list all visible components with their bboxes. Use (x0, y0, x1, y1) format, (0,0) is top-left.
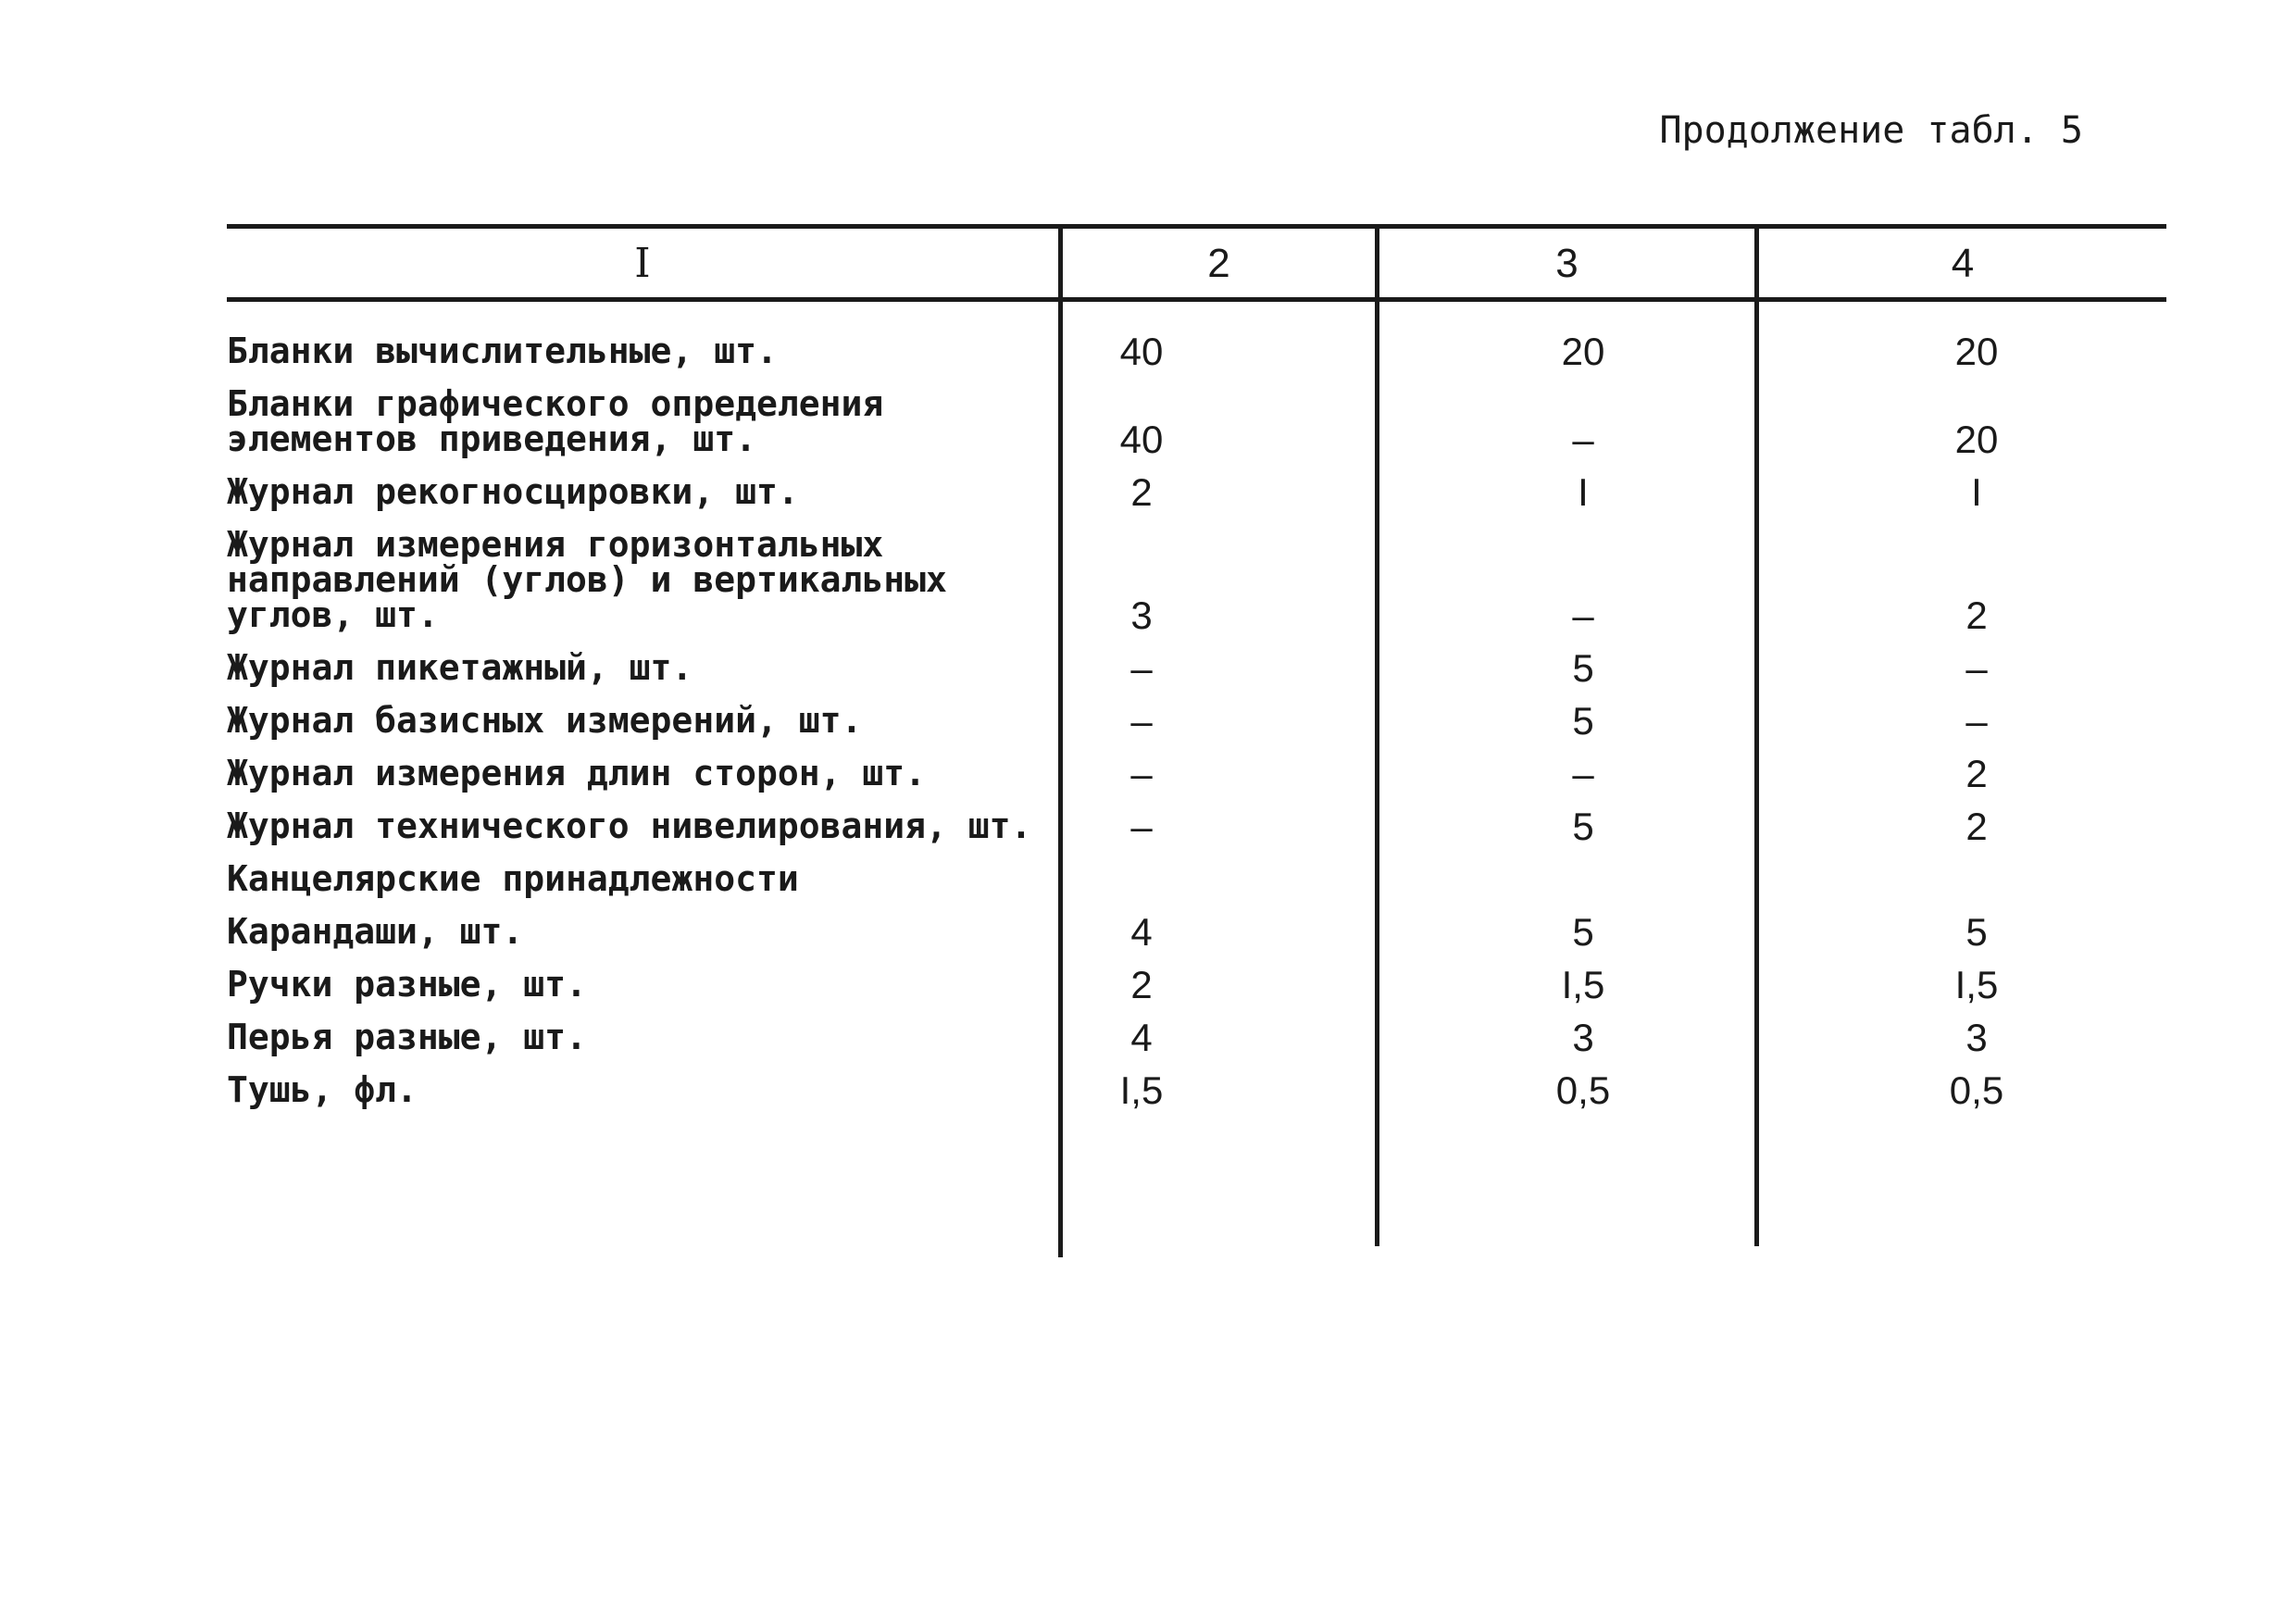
item-name-line: Журнал базисных измерений, шт. (227, 700, 863, 741)
item-name-line: Журнал технического нивелирования, шт. (227, 806, 1032, 846)
item-name (227, 964, 1060, 1005)
item-name-line: Карандаши, шт. (227, 911, 524, 952)
value-cell-col2: 2 (1130, 470, 1153, 514)
value-cell-col4: – (1965, 646, 1988, 690)
value-cell-col2: – (1130, 752, 1153, 795)
item-name (227, 1019, 1060, 1055)
column-header-4: 4 (1951, 241, 1975, 286)
value-cell-col2: 2 (1130, 963, 1153, 1006)
table-top-rule (227, 224, 2166, 229)
value-cell-col4: I,5 (1954, 963, 1999, 1006)
item-name (227, 471, 1060, 512)
value-cell-col2: – (1130, 699, 1153, 743)
column-header-2: 2 (1207, 241, 1230, 286)
item-name-line: Перья разные, шт. (227, 1017, 587, 1057)
column-header-3: 3 (1555, 241, 1578, 286)
value-cell-col3: 5 (1572, 699, 1594, 743)
value-cell-col3: 3 (1572, 1016, 1594, 1059)
value-cell-col2: I,5 (1119, 1068, 1164, 1112)
item-name-line: Журнал измерения длин сторон, шт. (227, 753, 926, 793)
item-name (227, 806, 1060, 846)
value-cell-col4: 20 (1954, 330, 1999, 373)
column-divider-3 (1754, 226, 1759, 1246)
item-name-line: углов, шт. (227, 594, 439, 635)
value-cell-col2: 4 (1130, 910, 1153, 954)
value-cell-col2: – (1130, 646, 1153, 690)
item-name (227, 524, 1060, 635)
value-cell-col4: – (1965, 699, 1988, 743)
value-cell-col4: 2 (1965, 805, 1988, 848)
item-name-line: Тушь, фл. (227, 1069, 418, 1110)
item-name-line: Журнал измерения горизонтальных (227, 524, 884, 565)
item-name (227, 1069, 1060, 1110)
value-cell-col4: 2 (1965, 752, 1988, 795)
item-name (227, 647, 1060, 688)
column-header-1: I (634, 240, 651, 287)
item-name (227, 700, 1060, 741)
value-cell-col4: 20 (1954, 418, 1999, 461)
item-name (227, 911, 1060, 952)
item-name-line: направлений (углов) и вертикальных (227, 559, 947, 600)
value-cell-col3: 0,5 (1555, 1068, 1611, 1112)
value-cell-col3: – (1572, 593, 1594, 637)
value-cell-col3: – (1572, 418, 1594, 461)
item-name (227, 383, 1060, 459)
value-cell-col3: 20 (1561, 330, 1605, 373)
value-cell-col2: 4 (1130, 1016, 1153, 1059)
item-name-line: Бланки вычислительные, шт. (227, 331, 778, 371)
value-cell-col3: 5 (1572, 805, 1594, 848)
item-name-line: Канцелярские принадлежности (227, 858, 799, 899)
value-cell-col4: 2 (1965, 593, 1988, 637)
value-cell-col2: 3 (1130, 593, 1153, 637)
value-cell-col2: 40 (1119, 330, 1164, 373)
item-name-line: Журнал рекогносцировки, шт. (227, 471, 799, 512)
column-divider-2 (1375, 226, 1379, 1246)
value-cell-col4: 0,5 (1949, 1068, 2004, 1112)
value-cell-col3: I,5 (1561, 963, 1605, 1006)
value-cell-col4: I (1971, 470, 1982, 514)
value-cell-col3: 5 (1572, 910, 1594, 954)
item-name-line: элементов приведения, шт. (227, 418, 756, 459)
value-cell-col2: – (1130, 805, 1153, 848)
value-cell-col4: 5 (1965, 910, 1988, 954)
item-name-line: Ручки разные, шт. (227, 964, 587, 1005)
value-cell-col3: 5 (1572, 646, 1594, 690)
table-continuation-caption: Продолжение табл. 5 (1659, 109, 2083, 152)
item-name (227, 753, 1060, 793)
item-name-line: Бланки графического определения (227, 383, 884, 424)
value-cell-col3: – (1572, 752, 1594, 795)
table-header-rule (227, 297, 2166, 302)
value-cell-col2: 40 (1119, 418, 1164, 461)
value-cell-col3: I (1578, 470, 1589, 514)
item-name (227, 331, 1060, 371)
value-cell-col4: 3 (1965, 1016, 1988, 1059)
item-name-line: Журнал пикетажный, шт. (227, 647, 693, 688)
item-name (227, 858, 1060, 899)
